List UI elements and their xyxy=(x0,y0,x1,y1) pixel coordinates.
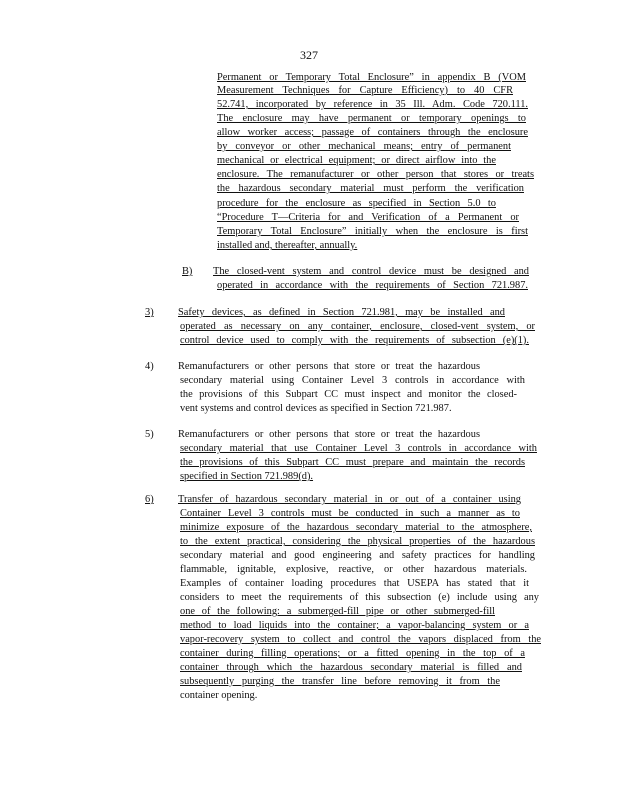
text-line: secondary material that use Container Level 3 controls in accordance with xyxy=(180,443,537,454)
text-line: Remanufacturers or other persons that store or treat the hazardous xyxy=(178,429,480,440)
text-line: secondary material using Container Level 3 controls in accordance with xyxy=(180,375,525,386)
item-marker: 3) xyxy=(145,307,154,318)
text-line: Safety devices, as defined in Section 721.981, may be installed and xyxy=(178,307,505,318)
page-number: 327 xyxy=(300,48,318,62)
item-marker: 4) xyxy=(145,361,154,372)
text-line: considers to meet the requirements of this subsection (e) include using any xyxy=(180,592,539,603)
text-line: secondary material and good engineering and safety practices for handling xyxy=(180,550,535,561)
text-line: The closed-vent system and control device must be designed and xyxy=(213,266,529,277)
item-marker: 5) xyxy=(145,429,154,440)
text-line: vapor-recovery system to collect and control the vapors displaced from the xyxy=(180,634,541,645)
text-line: “Procedure T—Criteria for and Verification of a Permanent or xyxy=(217,212,519,223)
text-line: enclosure. The remanufacturer or other person that stores or treats xyxy=(217,169,534,180)
text-line: operated as necessary on any container, enclosure, closed-vent system, or xyxy=(180,321,535,332)
text-line: container during filling operations; or a fitted opening in the top of a xyxy=(180,648,525,659)
text-line: the provisions of this Subpart CC must inspect and monitor the closed- xyxy=(180,389,517,400)
text-line: operated in accordance with the requirements of Section 721.987. xyxy=(217,280,528,291)
text-line: container opening. xyxy=(180,690,258,701)
text-line: flammable, ignitable, explosive, reactive, or other hazardous materials. xyxy=(180,564,527,575)
text-line: Container Level 3 controls must be conducted in such a manner as to xyxy=(180,508,520,519)
text-line: procedure for the enclosure as specified in Section 5.0 to xyxy=(217,198,496,209)
text-line: Permanent or Temporary Total Enclosure” in appendix B (VOM xyxy=(217,72,526,83)
item-marker: B) xyxy=(182,266,193,277)
text-line: Examples of container loading procedures that USEPA has stated that it xyxy=(180,578,529,589)
text-line: the hazardous secondary material must perform the verification xyxy=(217,183,524,194)
text-line: container through which the hazardous secondary material is filled and xyxy=(180,662,522,673)
text-line: specified in Section 721.989(d). xyxy=(180,471,314,482)
text-line: one of the following: a submerged-fill pipe or other submerged-fill xyxy=(180,606,495,617)
text-line: to the extent practical, considering the physical properties of the hazardous xyxy=(180,536,535,547)
text-line: 52.741, incorporated by reference in 35 Ill. Adm. Code 720.111. xyxy=(217,99,528,110)
text-line: subsequently purging the transfer line before removing it from the xyxy=(180,676,500,687)
text-line: allow worker access; passage of containers through the enclosure xyxy=(217,127,528,138)
text-line: Transfer of hazardous secondary material in or out of a container using xyxy=(178,494,521,505)
text-line: Remanufacturers or other persons that store or treat the hazardous xyxy=(178,361,480,372)
text-line: method to load liquids into the container; a vapor-balancing system or a xyxy=(180,620,529,631)
item-marker: 6) xyxy=(145,494,154,505)
text-line: Measurement Techniques for Capture Efficiency) to 40 CFR xyxy=(217,85,513,96)
text-line: The enclosure may have permanent or temporary openings to xyxy=(217,113,526,124)
text-line: the provisions of this Subpart CC must prepare and maintain the records xyxy=(180,457,525,468)
text-line: by conveyor or other mechanical means; entry of permanent xyxy=(217,141,511,152)
text-line: mechanical or electrical equipment; or direct airflow into the xyxy=(217,155,496,166)
text-line: Temporary Total Enclosure” initially when the enclosure is first xyxy=(217,226,528,237)
text-line: installed and, thereafter, annually. xyxy=(217,240,358,251)
text-line: control device used to comply with the requirements of subsection (e)(1). xyxy=(180,335,529,346)
text-line: vent systems and control devices as specified in Section 721.987. xyxy=(180,403,452,414)
text-line: minimize exposure of the hazardous secondary material to the atmosphere, xyxy=(180,522,532,533)
